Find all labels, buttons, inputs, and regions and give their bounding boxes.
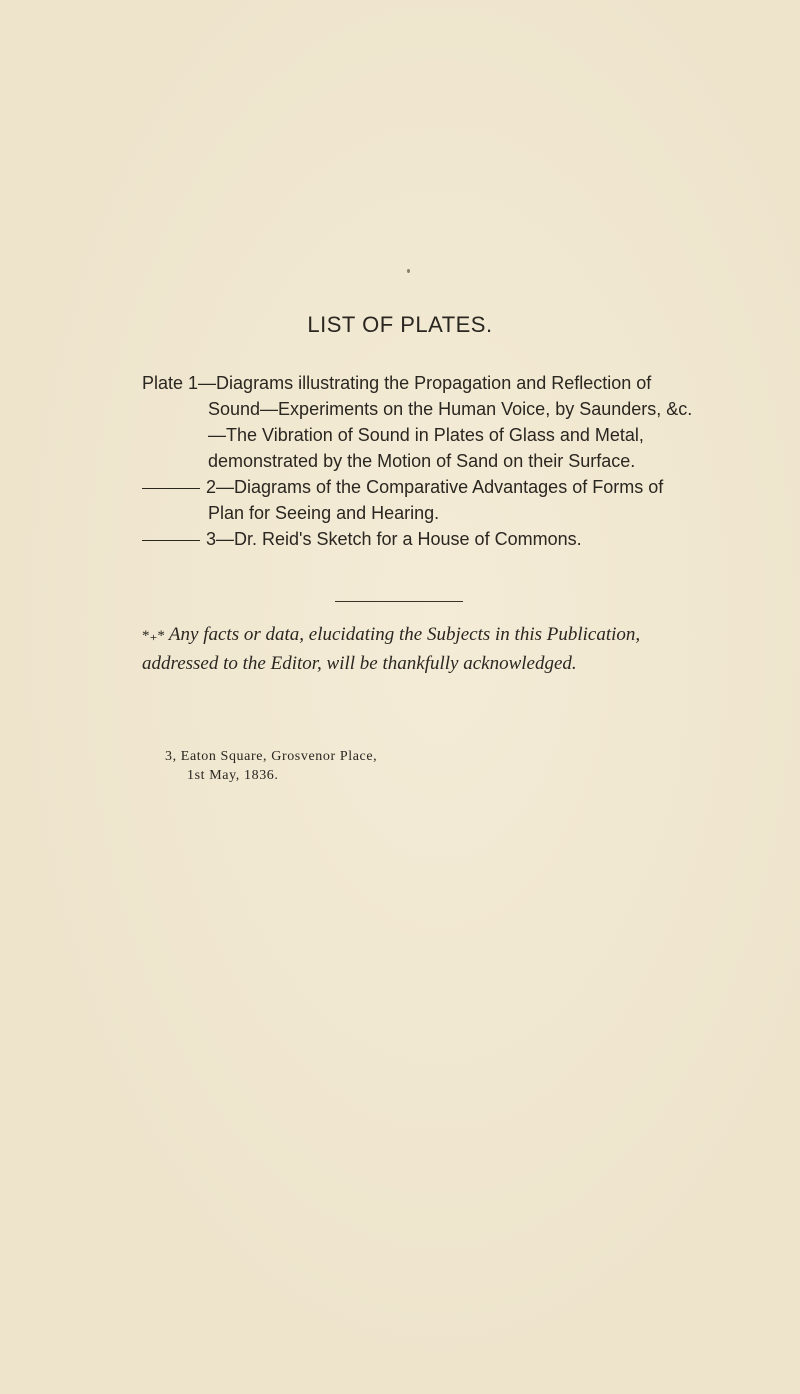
address-block — [165, 747, 377, 785]
address-line: 3, Eaton Square, Grosvenor Place, — [165, 749, 378, 764]
plate-label: Plate 1 — [142, 373, 199, 393]
plates-list — [142, 370, 702, 552]
plate-entry-1 — [142, 370, 702, 474]
plate-label: 2 — [206, 477, 217, 497]
page-title: LIST OF PLATES. — [307, 312, 493, 337]
plate-description: —Dr. Reid's Sketch for a House of Commons. — [216, 529, 582, 549]
plate-entry-3 — [142, 526, 702, 552]
date-line: 1st May, 1836. — [187, 768, 279, 783]
editor-note-text: Any facts or data, elucidating the Subjects in this Publication, addressed to the Editor, will be thankfully acknowledged. — [142, 624, 641, 674]
plate-description: —Diagrams illustrating the Propagation and Reflection of Sound—Experiments on the Human Voice, by Saunders, &c.—The Vibration of Sound in Plates of Glass and Metal, demonstrated by the Motion of Sand on their Surface. — [198, 373, 693, 471]
editor-note — [142, 621, 702, 677]
ditto-rule — [142, 488, 200, 489]
asterism-symbol: *₊* — [142, 628, 165, 644]
plate-entry-2 — [142, 474, 702, 526]
plate-description: —Diagrams of the Comparative Advantages of Forms of Plan for Seeing and Hearing. — [208, 477, 664, 523]
section-divider — [335, 601, 463, 602]
ditto-rule — [142, 540, 200, 541]
plate-label: 3 — [206, 529, 217, 549]
ink-speck — [407, 269, 410, 273]
